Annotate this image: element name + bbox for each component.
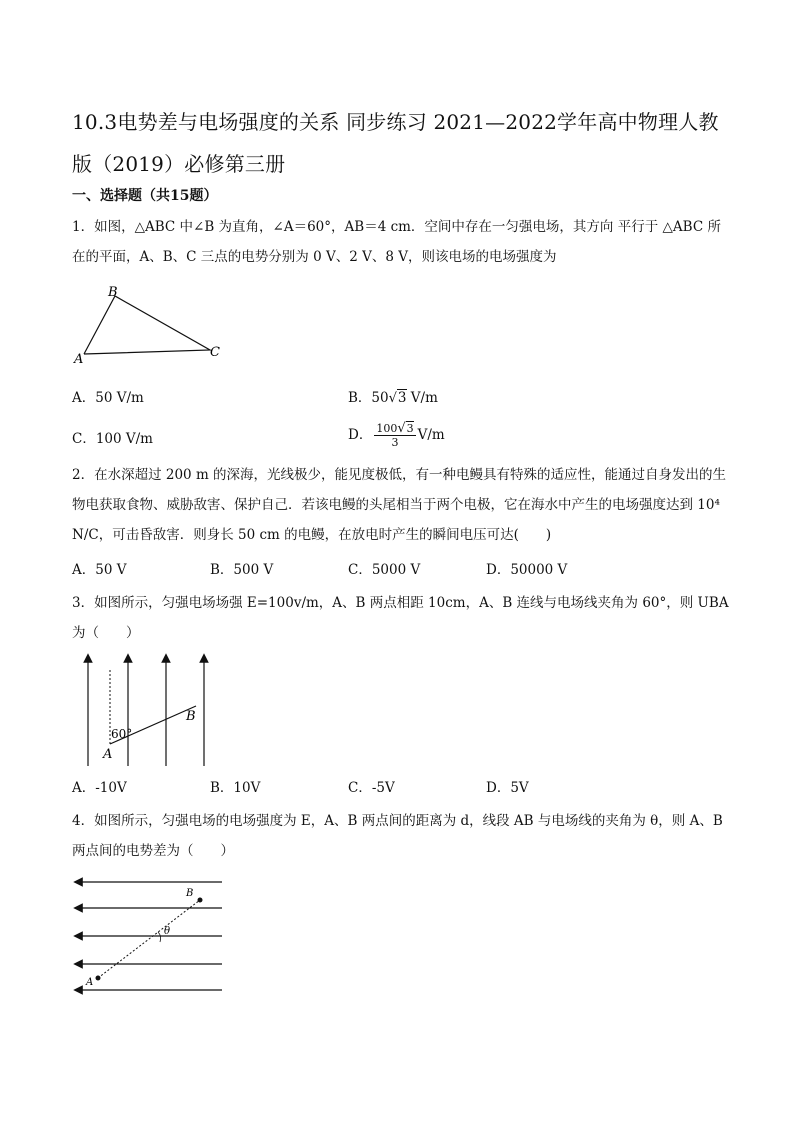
theta-label: θ: [164, 926, 171, 937]
q1-option-b-unit: V/m: [410, 390, 438, 406]
question-1-stem: 1．如图，△ABC 中∠B 为直角，∠A＝60°，AB＝4 cm．空间中存在一匀强电场，其方向 平行于 △ABC 所在的平面，A、B、C 三点的电势分别为 0 V、2 V、8 V，则该电场的电场强度为: [72, 219, 721, 265]
label-point-a: A: [86, 977, 94, 988]
numerator-coefficient: 100: [376, 422, 398, 435]
label-vertex-b: B: [108, 285, 118, 300]
q1-option-b: [348, 388, 438, 409]
segment-ab-dotted: [98, 900, 200, 978]
q1-option-a: A．50 V/m: [72, 390, 144, 406]
field-lines-figure-q4: [72, 870, 228, 1000]
question-2-stem: 2．在水深超过 200 m 的深海，光线极少，能见度极低，有一种电鳗具有特殊的适应性，能通过自身发出的生物电获取食物、威胁敌害、保护自己．若该电鳗的头尾相当于两个电极，它在海水中产生的电场强度达到 10⁴ N/C，可击昏敌害．则身长 50 cm 的电鳗，在放电时产生的瞬间电压可达( ): [72, 467, 727, 543]
q1-option-d: [348, 422, 445, 449]
q2-option-b: B．500 V: [210, 562, 274, 578]
fraction-numerator: [374, 422, 415, 436]
page-title: 10.3电势差与电场强度的关系 同步练习 2021—2022学年高中物理人教版（2019）必修第三册: [72, 110, 719, 176]
q2-option-d: D．50000 V: [486, 562, 568, 578]
q1-option-c: C．100 V/m: [72, 431, 153, 447]
label-point-b: B: [186, 709, 196, 724]
sqrt-sign: √: [388, 391, 397, 406]
q1-option-d-unit: V/m: [417, 427, 445, 443]
q3-option-a: A．-10V: [72, 780, 127, 796]
q3-option-c: C．-5V: [348, 780, 395, 796]
fraction: [374, 422, 415, 449]
triangle-outline: [84, 296, 210, 354]
label-point-a: A: [103, 747, 113, 762]
q1-option-b-root: 3: [397, 390, 407, 406]
angle-label: 60°: [111, 727, 133, 741]
numerator-root: 3: [406, 422, 414, 435]
q1-option-d-prefix: D．: [348, 427, 373, 443]
q3-option-d: D．5V: [486, 780, 529, 796]
label-vertex-a: A: [74, 352, 84, 366]
triangle-abc-figure: [72, 282, 232, 366]
section-heading: 一、选择题（共15题）: [72, 188, 218, 204]
sqrt-sign: √: [397, 421, 406, 436]
q2-option-c: C．5000 V: [348, 562, 421, 578]
point-a: [96, 976, 101, 981]
angle-arc: [158, 932, 161, 942]
point-b: [198, 898, 203, 903]
q2-option-a: A．50 V: [72, 562, 127, 578]
question-4-stem: 4．如图所示，匀强电场的电场强度为 E，A、B 两点间的距离为 d，线段 AB 与电场线的夹角为 θ，则 A、B 两点间的电势差为（ ）: [72, 813, 723, 859]
fraction-denominator: 3: [391, 436, 399, 449]
field-lines-figure-q3: [72, 648, 222, 770]
q1-option-b-prefix: B．50: [348, 390, 389, 406]
question-3-stem: 3．如图所示，匀强电场场强 E=100v/m，A、B 两点相距 10cm，A、B 连线与电场线夹角为 60°，则 UBA为（ ）: [72, 595, 729, 641]
label-point-b: B: [186, 888, 194, 899]
label-vertex-c: C: [210, 345, 220, 360]
q3-option-b: B．10V: [210, 780, 261, 796]
